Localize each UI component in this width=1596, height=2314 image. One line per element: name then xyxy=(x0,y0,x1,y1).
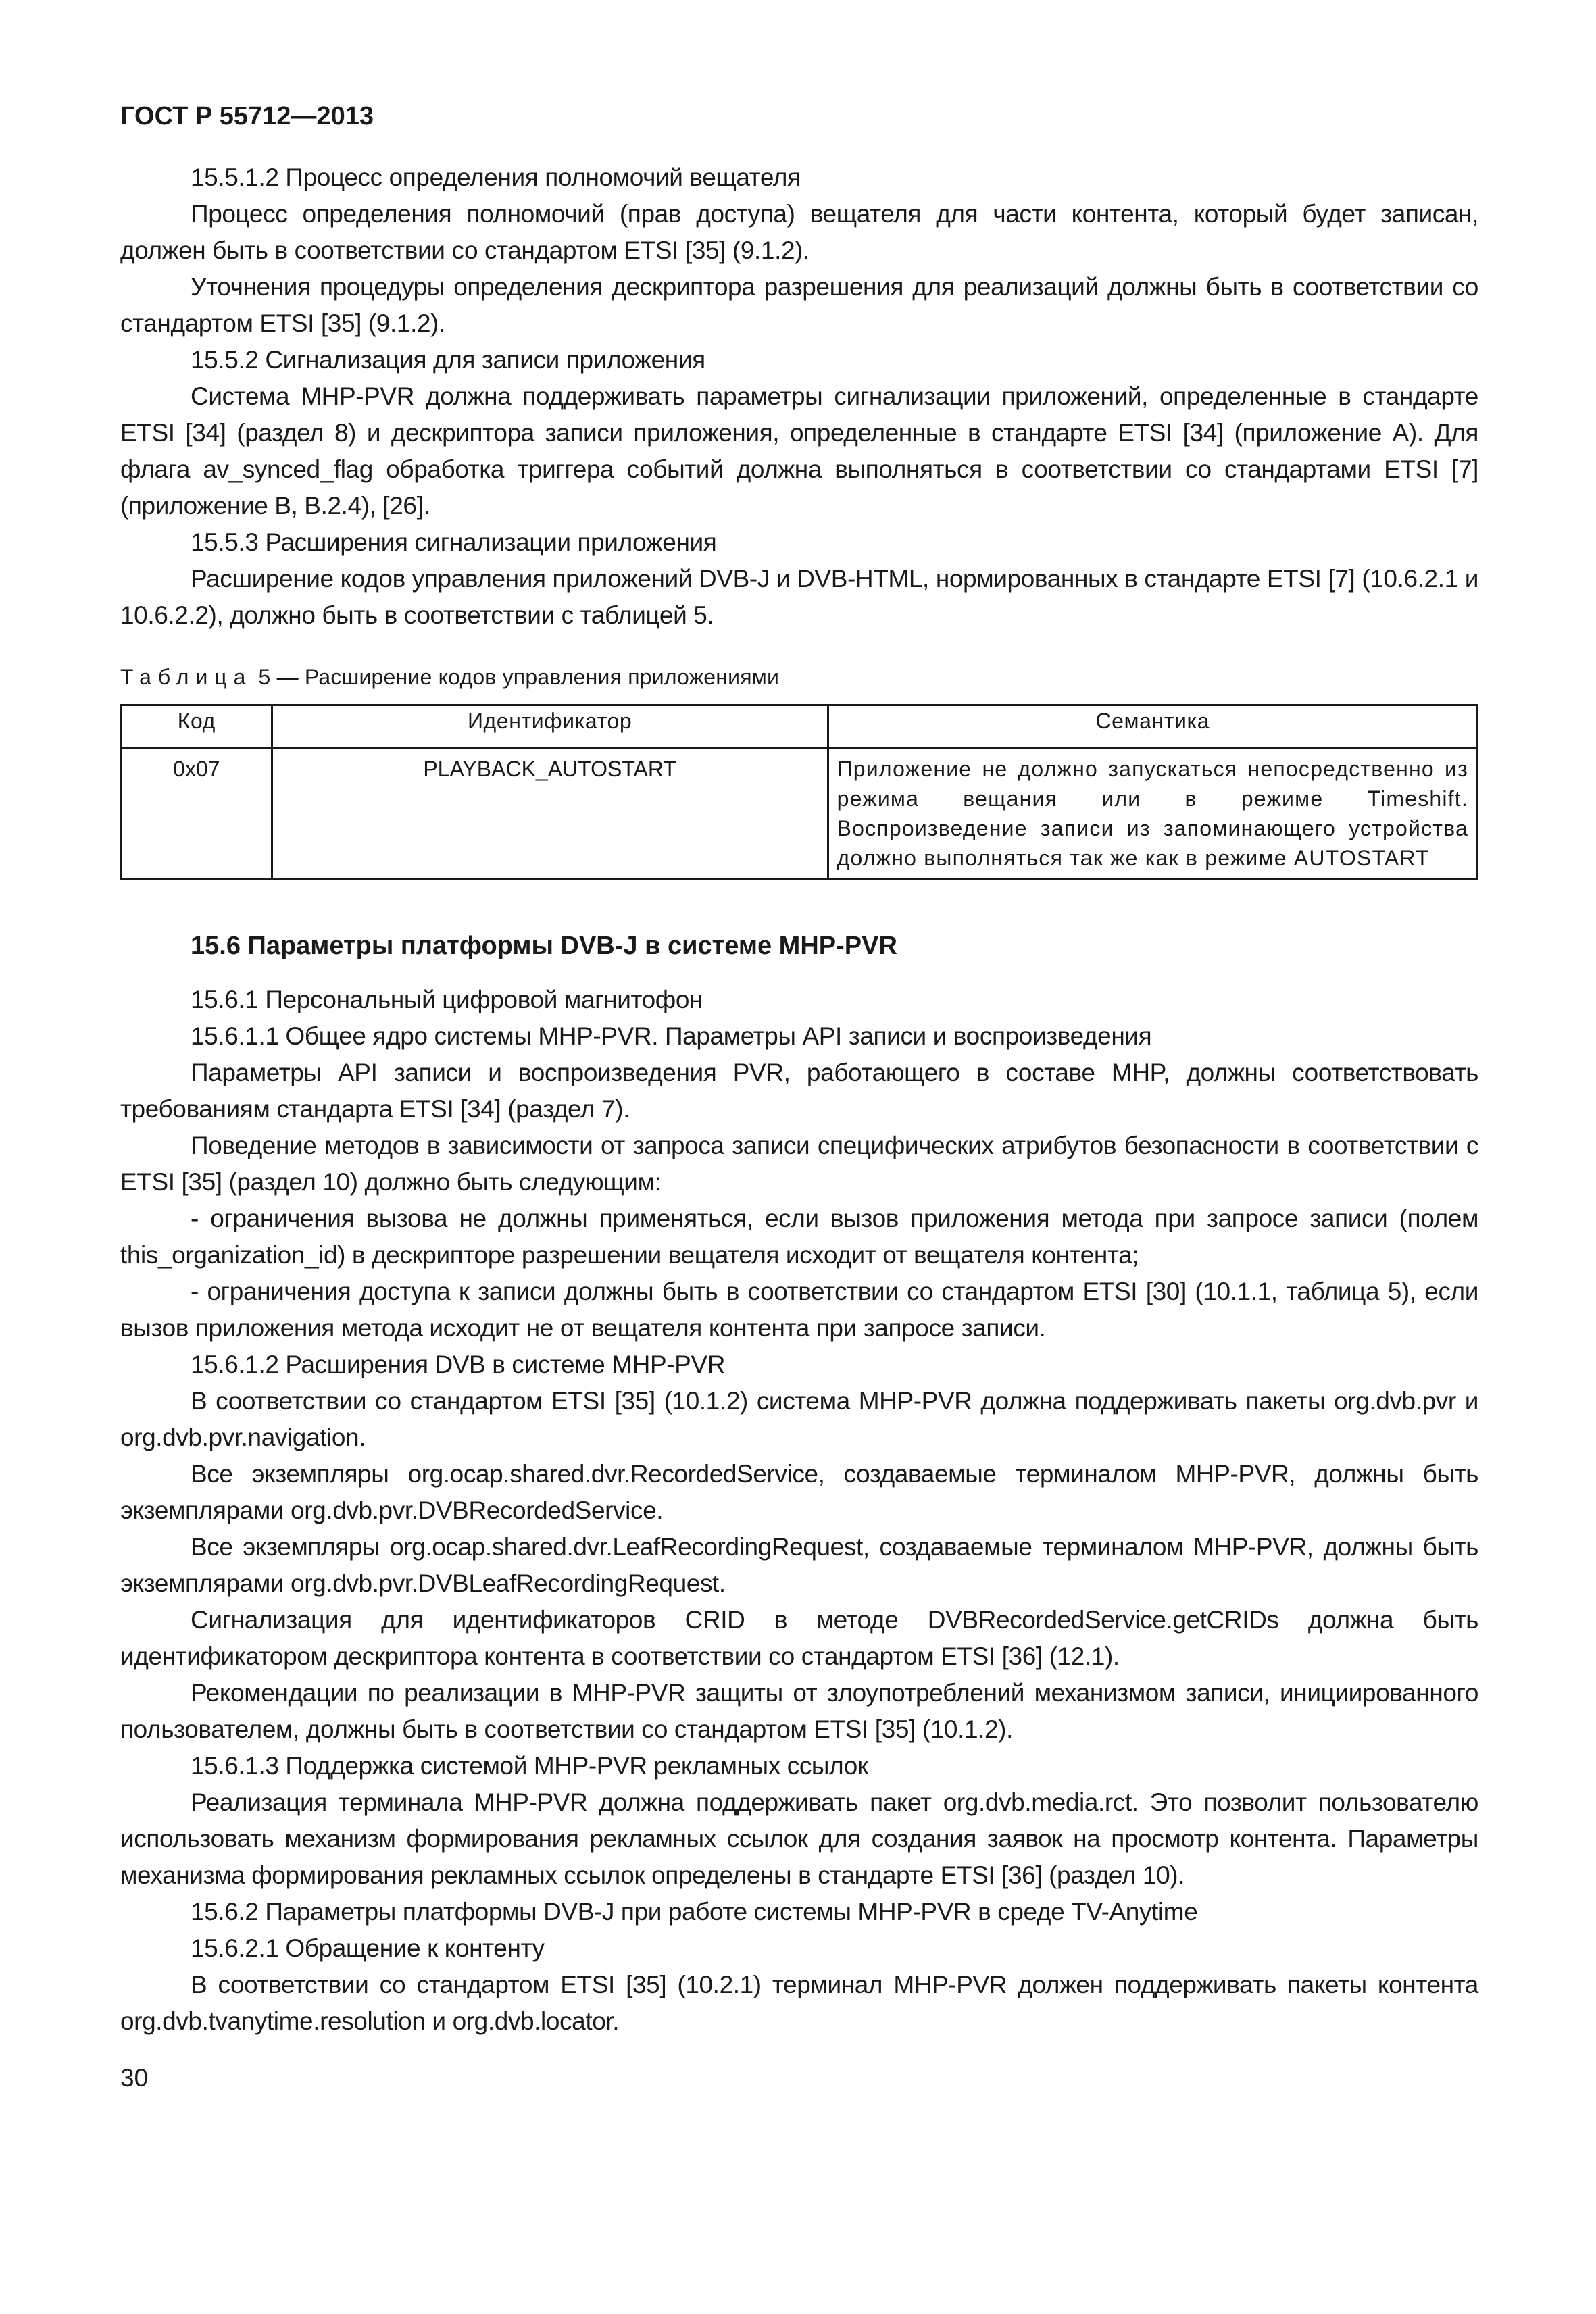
paragraph: 15.6.1.2 Расширения DVB в системе MHP-PVR xyxy=(191,1350,726,1378)
paragraph: 15.5.1.2 Процесс определения полномочий вещателя xyxy=(191,163,801,191)
table-caption-label: Таблица xyxy=(120,664,253,689)
table-caption-text: 5 — Расширение кодов управления приложениями xyxy=(252,664,780,689)
page-number: 30 xyxy=(120,2064,149,2092)
paragraph: В соответствии со стандартом ETSI [35] (10.2.1) терминал MHP-PVR должен поддерживать пакеты контента org.dvb.tvanytime.resolution и org.dvb.locator. xyxy=(120,1970,1478,2035)
paragraph: Процесс определения полномочий (прав доступа) вещателя для части контента, который будет записан, должен быть в соответствии со стандартом ETSI [35] (9.1.2). xyxy=(120,199,1478,264)
cell-identifier: PLAYBACK_AUTOSTART xyxy=(272,747,828,879)
section-15-6 xyxy=(120,982,1478,2040)
column-header-semantics: Семантика xyxy=(828,705,1477,747)
paragraph: Поведение методов в зависимости от запроса записи специфических атрибутов безопасности в соответствии с ETSI [35] (раздел 10) должно быть следующим: xyxy=(120,1131,1478,1196)
paragraph: 15.6.2 Параметры платформы DVB-J при работе системы MHP-PVR в среде TV-Anytime xyxy=(191,1897,1198,1926)
paragraph: Система MHP-PVR должна поддерживать параметры сигнализации приложений, определенные в стандарте ETSI [34] (раздел 8) и дескриптора записи приложения, определенные в стандарте ETSI [34] (приложение А). Для флага av_synced_flag обработка триггера событий должна выполняться в соответствии со стандартами ETSI [7] (приложение B, B.2.4), [26]. xyxy=(120,382,1478,520)
paragraph: 15.5.3 Расширения сигнализации приложения xyxy=(191,528,717,556)
paragraph: Все экземпляры org.ocap.shared.dvr.LeafRecordingRequest, создаваемые терминалом MHP-PVR, должны быть экземплярами org.dvb.pvr.DVBLeafRecordingRequest. xyxy=(120,1532,1478,1597)
paragraph: 15.6.2.1 Обращение к контенту xyxy=(191,1934,545,1962)
cell-semantics: Приложение не должно запускаться непосредственно из режима вещания или в режиме Timeshift. Воспроизведение записи из запоминающего устройства должно выполняться так же как в режиме AUTOSTART xyxy=(828,747,1477,879)
paragraph: 15.6.1.3 Поддержка системой MHP-PVR рекламных ссылок xyxy=(191,1751,868,1780)
section-title: 15.6 Параметры платформы DVB-J в системе MHP-PVR xyxy=(191,931,897,960)
paragraph: - ограничения доступа к записи должны быть в соответствии со стандартом ETSI [30] (10.1.1, таблица 5), если вызов приложения метода исходит не от вещателя контента при запросе записи. xyxy=(120,1277,1478,1342)
document-page xyxy=(120,101,1478,2040)
paragraph: - ограничения вызова не должны применяться, если вызов приложения метода при запросе записи (полем this_organization_id) в дескрипторе разрешении вещателя исходит от вещателя контента; xyxy=(120,1204,1478,1269)
table-header-row xyxy=(122,705,1478,747)
paragraph: 15.6.1.1 Общее ядро системы MHP-PVR. Параметры API записи и воспроизведения xyxy=(191,1022,1152,1050)
table-row xyxy=(122,747,1478,879)
paragraph: Сигнализация для идентификаторов CRID в методе DVBRecordedService.getCRIDs должна быть идентификатором дескриптора контента в соответствии со стандартом ETSI [36] (12.1). xyxy=(120,1605,1478,1670)
paragraph: Расширение кодов управления приложений DVB-J и DVB-HTML, нормированных в стандарте ETSI [7] (10.6.2.1 и 10.6.2.2), должно быть в соответствии с таблицей 5. xyxy=(120,564,1478,629)
paragraph: 15.5.2 Сигнализация для записи приложения xyxy=(191,345,705,374)
paragraph: Все экземпляры org.ocap.shared.dvr.RecordedService, создаваемые терминалом MHP-PVR, должны быть экземплярами org.dvb.pvr.DVBRecordedService. xyxy=(120,1459,1478,1524)
paragraph: Рекомендации по реализации в MHP-PVR защиты от злоупотреблений механизмом записи, инициированного пользователем, должны быть в соответствии со стандартом ETSI [35] (10.1.2). xyxy=(120,1678,1478,1743)
table-caption xyxy=(120,661,1478,693)
cell-code: 0x07 xyxy=(122,747,272,879)
paragraph: Параметры API записи и воспроизведения PVR, работающего в составе MHP, должны соответствовать требованиям стандарта ETSI [34] (раздел 7). xyxy=(120,1058,1478,1123)
paragraph: 15.6.1 Персональный цифровой магнитофон xyxy=(191,985,703,1013)
paragraph: Реализация терминала MHP-PVR должна поддерживать пакет org.dvb.media.rct. Это позволит пользователю использовать механизм формирования рекламных ссылок для создания заявок на просмотр контента. Параметры механизма формирования рекламных ссылок определены в стандарте ETSI [36] (раздел 10). xyxy=(120,1788,1478,1889)
table-5 xyxy=(120,704,1478,880)
column-header-identifier: Идентификатор xyxy=(272,705,828,747)
section-15-5 xyxy=(120,159,1478,634)
paragraph: Уточнения процедуры определения дескриптора разрешения для реализаций должны быть в соответствии со стандартом ETSI [35] (9.1.2). xyxy=(120,272,1478,337)
paragraph: В соответствии со стандартом ETSI [35] (10.1.2) система MHP-PVR должна поддерживать пакеты org.dvb.pvr и org.dvb.pvr.navigation. xyxy=(120,1386,1478,1451)
column-header-code: Код xyxy=(122,705,272,747)
document-header: ГОСТ Р 55712—2013 xyxy=(120,102,374,130)
